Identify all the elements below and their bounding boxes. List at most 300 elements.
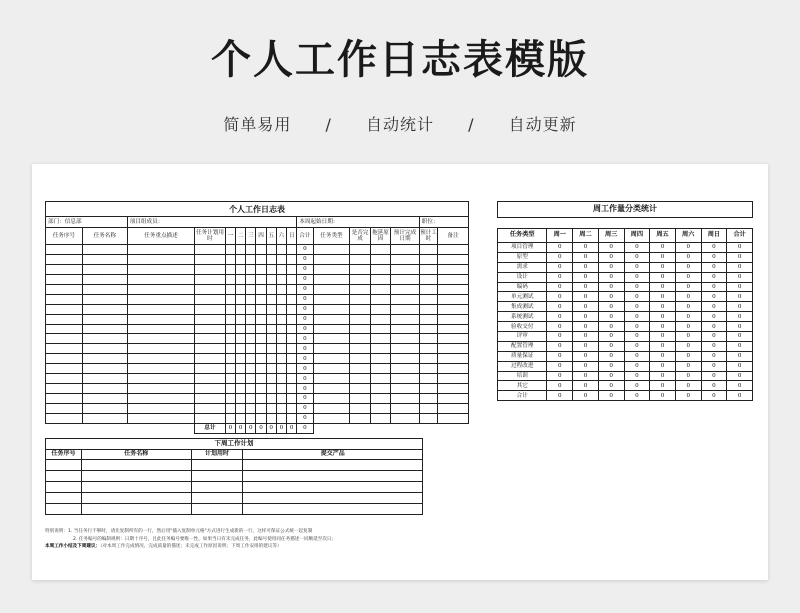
stats-value-cell: 0 [701,391,727,401]
stats-value-cell: 0 [573,262,599,272]
table-cell [82,324,127,334]
table-cell [276,334,286,344]
table-row [498,322,753,332]
table-cell [276,374,286,384]
table-cell [438,384,469,394]
table-cell [438,404,469,414]
stats-value-cell: 0 [650,391,676,401]
log-column-header: 合计 [297,228,313,245]
table-cell [370,374,390,384]
stats-value-cell: 0 [573,332,599,342]
stats-value-cell: 0 [727,322,753,332]
table-cell [370,254,390,264]
stats-value-cell: 0 [675,361,701,371]
table-cell [225,294,235,304]
table-cell [276,314,286,324]
weekly-stats-title: 周工作量分类统计 [498,202,753,218]
table-cell [243,504,423,515]
stats-row-label: 过程改进 [498,361,547,371]
stats-value-cell: 0 [598,312,624,322]
dept-label: 部门：信息部 [46,217,128,228]
row-total-cell: 0 [297,334,313,344]
table-cell [370,404,390,414]
table-cell [370,304,390,314]
table-cell [46,334,83,344]
table-cell [276,294,286,304]
table-cell [46,354,83,364]
table-row [46,504,423,515]
stats-value-cell: 0 [701,262,727,272]
table-cell [195,245,226,255]
stats-row-label: 需求 [498,262,547,272]
table-cell [313,384,350,394]
table-cell [246,413,256,423]
table-cell [370,264,390,274]
table-row [46,304,469,314]
table-cell [438,394,469,404]
table-cell [82,314,127,324]
table-cell [276,304,286,314]
stats-value-cell: 0 [624,252,650,262]
table-cell [391,314,420,324]
table-cell [391,304,420,314]
stats-value-cell: 0 [727,262,753,272]
table-cell [225,314,235,324]
table-cell [246,245,256,255]
table-cell [313,304,350,314]
table-cell [256,374,266,384]
table-cell [256,394,266,404]
table-row [498,252,753,262]
stats-value-cell: 0 [573,272,599,282]
work-log-body [46,245,469,424]
table-cell [127,394,194,404]
table-cell [236,374,246,384]
table-cell [350,413,370,423]
table-cell [195,254,226,264]
stats-value-cell: 0 [598,272,624,282]
table-cell [419,364,437,374]
table-cell [246,374,256,384]
table-cell [370,413,390,423]
table-cell [82,394,127,404]
stats-value-cell: 0 [573,302,599,312]
stats-value-cell: 0 [701,351,727,361]
stats-value-cell: 0 [573,292,599,302]
table-row [46,324,469,334]
table-cell [438,344,469,354]
table-cell [438,413,469,423]
table-cell [46,460,82,471]
table-row [46,334,469,344]
table-cell [419,324,437,334]
table-cell [127,334,194,344]
table-cell [195,364,226,374]
stats-row-label: 集成测试 [498,302,547,312]
table-row [46,245,469,255]
stats-value-cell: 0 [624,272,650,282]
table-row [498,272,753,282]
page-subtitle [0,112,800,135]
table-cell [419,374,437,384]
table-cell [419,384,437,394]
table-row [46,482,423,493]
table-cell [438,284,469,294]
table-row [46,284,469,294]
table-cell [191,460,243,471]
stats-value-cell: 0 [727,302,753,312]
table-cell [81,471,191,482]
table-cell [438,254,469,264]
table-cell [266,294,276,304]
table-cell [313,274,350,284]
table-cell [236,404,246,414]
table-cell [127,254,194,264]
table-cell [195,354,226,364]
table-cell [276,274,286,284]
table-cell [82,274,127,284]
table-cell [236,245,246,255]
table-cell [127,284,194,294]
table-cell [266,304,276,314]
table-cell [350,284,370,294]
stats-value-cell: 0 [727,341,753,351]
stats-value-cell: 0 [624,312,650,322]
table-cell [419,314,437,324]
stats-value-cell: 0 [701,312,727,322]
table-cell [266,324,276,334]
stats-value-cell: 0 [727,361,753,371]
table-cell [225,324,235,334]
table-cell [276,413,286,423]
table-cell [370,364,390,374]
table-cell [225,245,235,255]
table-cell [46,471,82,482]
stats-value-cell: 0 [624,351,650,361]
stats-value-cell: 0 [547,243,573,253]
table-cell [370,314,390,324]
table-cell [46,364,83,374]
table-cell [46,384,83,394]
stats-value-cell: 0 [598,262,624,272]
table-cell [256,404,266,414]
total-cell: 0 [256,423,266,433]
table-cell [287,404,297,414]
table-cell [287,314,297,324]
stats-value-cell: 0 [701,272,727,282]
table-cell [82,354,127,364]
table-cell [46,482,82,493]
stats-value-cell: 0 [701,282,727,292]
table-row [46,413,469,423]
table-cell [391,404,420,414]
stats-value-cell: 0 [727,292,753,302]
table-cell [243,471,423,482]
stats-value-cell: 0 [624,322,650,332]
table-cell [46,413,83,423]
table-cell [313,314,350,324]
table-cell [419,344,437,354]
table-cell [256,245,266,255]
stats-value-cell: 0 [701,322,727,332]
summary-label: 本周工作小结及下周建议： [45,544,101,549]
table-cell [236,413,246,423]
table-cell [46,504,82,515]
table-cell [127,384,194,394]
table-cell [419,245,437,255]
stats-value-cell: 0 [598,371,624,381]
log-column-header: 二 [236,228,246,245]
table-cell [391,413,420,423]
table-cell [419,274,437,284]
table-cell [256,264,266,274]
table-cell [350,304,370,314]
table-cell [287,264,297,274]
stats-value-cell: 0 [727,332,753,342]
table-cell [266,364,276,374]
table-row [498,391,753,401]
table-cell [256,344,266,354]
log-column-header: 五 [266,228,276,245]
plan-column-header: 任务名称 [81,450,191,460]
table-cell [438,264,469,274]
subtitle-separator: / [468,115,475,134]
table-cell [276,354,286,364]
stats-value-cell: 0 [650,371,676,381]
table-cell [236,284,246,294]
stats-value-cell: 0 [624,332,650,342]
stats-value-cell: 0 [650,351,676,361]
table-cell [350,254,370,264]
table-cell [276,404,286,414]
table-row [498,262,753,272]
table-cell [370,344,390,354]
empty-cell [438,423,469,433]
stats-row-label: 验收交付 [498,322,547,332]
table-cell [419,354,437,364]
table-cell [236,354,246,364]
empty-cell [350,423,370,433]
stats-row-label: 原型 [498,252,547,262]
table-cell [246,274,256,284]
stats-value-cell: 0 [547,292,573,302]
table-cell [127,354,194,364]
log-column-header: 预计工时 [419,228,437,245]
table-cell [246,294,256,304]
empty-cell [313,423,350,433]
table-cell [370,384,390,394]
table-cell [350,354,370,364]
stats-column-header: 周一 [547,229,573,243]
table-cell [256,384,266,394]
table-row [498,361,753,371]
table-cell [391,324,420,334]
table-cell [225,254,235,264]
stats-value-cell: 0 [701,332,727,342]
table-cell [287,344,297,354]
table-cell [195,264,226,274]
table-cell [82,245,127,255]
table-cell [438,324,469,334]
stats-value-cell: 0 [573,381,599,391]
work-log-table [45,201,469,434]
stats-row-label: 质量保证 [498,351,547,361]
stats-value-cell: 0 [547,381,573,391]
stats-value-cell: 0 [650,302,676,312]
next-week-plan-title: 下周工作计划 [46,439,423,450]
stats-value-cell: 0 [650,292,676,302]
table-cell [287,284,297,294]
table-cell [246,354,256,364]
table-cell [195,304,226,314]
table-cell [350,294,370,304]
table-cell [127,304,194,314]
table-cell [46,404,83,414]
log-column-header: 备注 [438,228,469,245]
stats-row-label: 评审 [498,332,547,342]
page-title: 个人工作日志表模版 [211,37,589,83]
log-column-header: 任务序号 [46,228,83,245]
table-cell [246,384,256,394]
stats-value-cell: 0 [650,341,676,351]
stats-value-cell: 0 [624,292,650,302]
plan-column-header: 任务序号 [46,450,82,460]
stats-column-header: 周四 [624,229,650,243]
note-line: 特别说明：1. 当任务行不够时，请先复制所有的一行，然后用"插入复制单元格"方式进行生成新的一行，这样可保证公式统一起复制 [45,529,313,534]
table-cell [195,314,226,324]
table-cell [266,374,276,384]
stats-value-cell: 0 [675,371,701,381]
table-cell [195,413,226,423]
table-cell [46,344,83,354]
total-cell: 0 [236,423,246,433]
table-cell [256,284,266,294]
table-cell [313,354,350,364]
table-cell [266,344,276,354]
total-cell: 0 [287,423,297,433]
table-cell [236,274,246,284]
week-start-label: 本周起始日期： [297,217,420,228]
table-cell [246,304,256,314]
table-cell [266,254,276,264]
total-cell: 0 [276,423,286,433]
table-cell [266,394,276,404]
table-cell [419,294,437,304]
total-cell: 0 [297,423,313,433]
stats-value-cell: 0 [573,371,599,381]
table-cell [350,374,370,384]
table-cell [438,334,469,344]
stats-row-label: 编码 [498,282,547,292]
table-cell [127,294,194,304]
stats-value-cell: 0 [650,252,676,262]
table-cell [370,274,390,284]
log-column-header: 六 [276,228,286,245]
table-cell [287,384,297,394]
subtitle-item: 简单易用 [223,115,292,134]
stats-value-cell: 0 [727,272,753,282]
stats-value-cell: 0 [573,361,599,371]
table-cell [243,493,423,504]
table-cell [225,264,235,274]
row-total-cell: 0 [297,245,313,255]
table-cell [225,344,235,354]
table-cell [276,394,286,404]
table-row [46,384,469,394]
row-total-cell: 0 [297,324,313,334]
spreadsheet-preview [32,164,768,580]
stats-value-cell: 0 [675,292,701,302]
stats-value-cell: 0 [701,381,727,391]
table-row [46,394,469,404]
table-cell [246,404,256,414]
stats-value-cell: 0 [675,252,701,262]
table-cell [195,344,226,354]
table-cell [225,334,235,344]
table-cell [350,364,370,374]
stats-value-cell: 0 [598,391,624,401]
table-cell [419,394,437,404]
table-cell [419,264,437,274]
stats-value-cell: 0 [547,312,573,322]
stats-column-header: 合计 [727,229,753,243]
table-cell [391,374,420,384]
table-row [498,292,753,302]
stats-value-cell: 0 [624,243,650,253]
table-cell [391,394,420,404]
table-cell [266,314,276,324]
table-row [46,294,469,304]
log-column-header: 预计完成日期 [391,228,420,245]
stats-value-cell: 0 [650,322,676,332]
row-total-cell: 0 [297,284,313,294]
position-label: 职位： [419,217,468,228]
table-cell [127,374,194,384]
table-row [46,374,469,384]
table-cell [276,245,286,255]
table-cell [127,245,194,255]
table-cell [266,354,276,364]
stats-value-cell: 0 [547,262,573,272]
table-cell [370,245,390,255]
stats-value-cell: 0 [547,282,573,292]
stats-value-cell: 0 [727,371,753,381]
stats-row-label: 项目管理 [498,243,547,253]
stats-value-cell: 0 [727,252,753,262]
table-cell [438,314,469,324]
table-cell [236,294,246,304]
table-cell [256,364,266,374]
table-row [46,354,469,364]
table-cell [127,274,194,284]
table-cell [266,284,276,294]
table-cell [82,413,127,423]
table-cell [127,314,194,324]
table-cell [46,314,83,324]
table-cell [438,304,469,314]
table-cell [391,364,420,374]
table-cell [287,374,297,384]
table-row [498,371,753,381]
stats-column-header: 任务类型 [498,229,547,243]
table-cell [287,245,297,255]
stats-value-cell: 0 [624,361,650,371]
stats-value-cell: 0 [675,341,701,351]
table-cell [225,404,235,414]
next-week-plan-table [45,438,423,515]
table-cell [313,364,350,374]
table-cell [350,245,370,255]
